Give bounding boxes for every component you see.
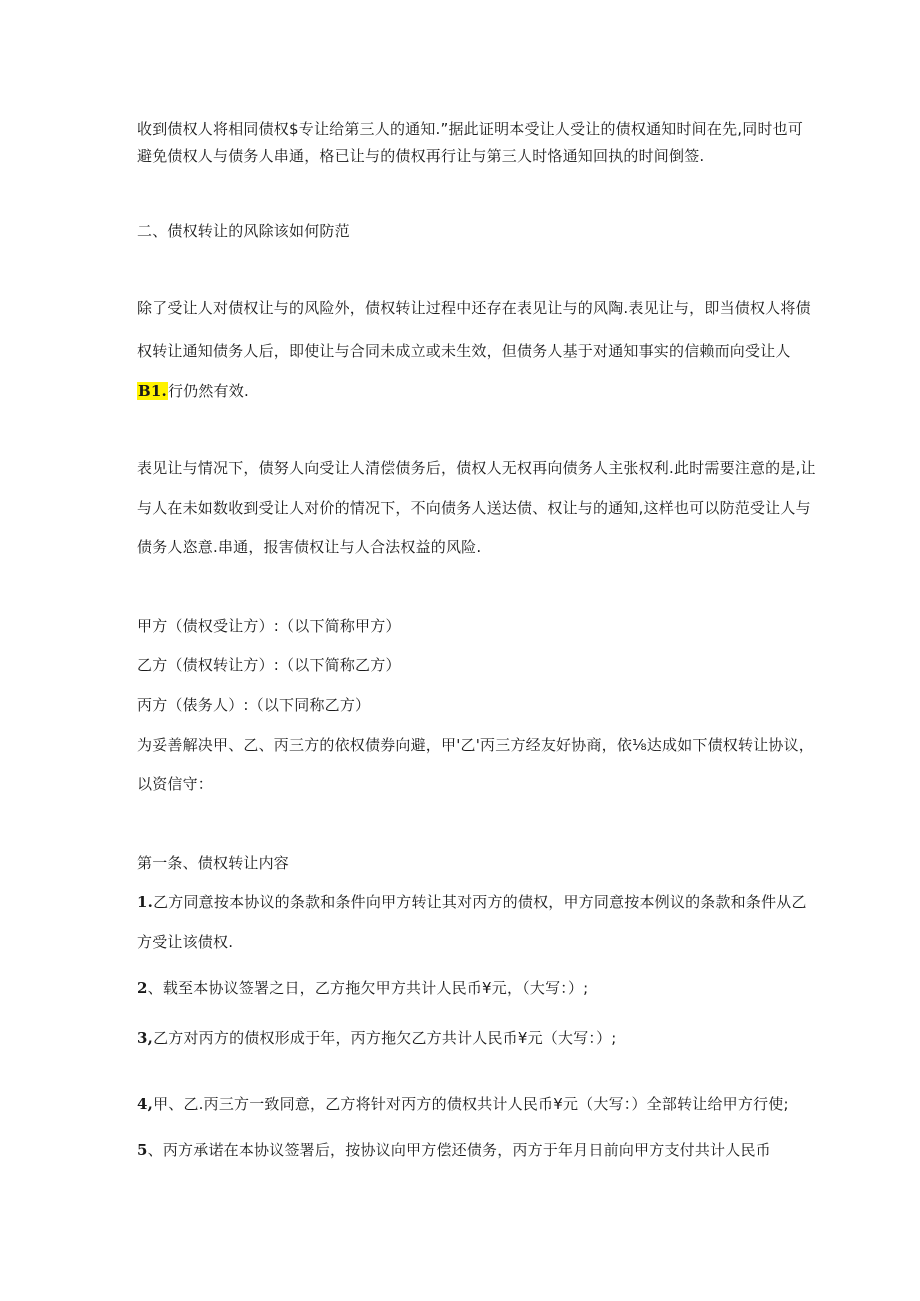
clause-number: 2 <box>137 979 148 997</box>
paragraph-3-line-1: 表见让与情况下，债努人向受让人清偿债务后，债权人无权再向债务人主张权利.此时需要注意的是,让 <box>137 459 816 477</box>
paragraph-1-line-2: 避免债权人与债务人串通，格已让与的债权再行让与第三人时恪通知回执的时间倒签. <box>137 147 705 165</box>
clause-number: 1. <box>137 893 154 911</box>
clause-number: 5 <box>137 1141 148 1159</box>
clause-1-line-1 <box>137 892 807 912</box>
clause-text: 乙方对丙方的债权形成于年，丙方拖欠乙方共计人民币¥元（大写：）; <box>153 1029 617 1047</box>
clause-text: 、丙方承诺在本协议签署后，按协议向甲方偿还债务，丙方于年月日前向甲方支付共计人民币 <box>147 1141 771 1159</box>
clause-number: 3, <box>137 1029 154 1047</box>
clause-text: 、载至本协议签署之日，乙方拖欠甲方共计人民币¥元，（大写：）; <box>147 979 589 997</box>
clause-3 <box>137 1028 617 1048</box>
clause-number: 4, <box>137 1095 154 1113</box>
preamble-line-1: 为妥善解决甲、乙、丙三方的依权债券向避，甲'乙'丙三方经友好协商，依⅛达成如下债权转让协议， <box>137 736 814 754</box>
highlighted-marker: B1. <box>138 382 167 400</box>
clause-text: 甲、乙.丙三方一致同意，乙方将针对丙方的债权共计人民币¥元（大写：）全部转让给甲方行使; <box>153 1095 789 1113</box>
preamble-line-2: 以资信守： <box>137 775 214 793</box>
paragraph-1-line-1: 收到债权人将相同债权$专让给第三人的通知.”据此证明本受让人受让的债权通知时间在先,同时也可 <box>137 120 804 138</box>
paragraph-3-line-2: 与人在未如数收到受让人对价的情况下，不向债务人送达债、权让与的通知,这样也可以防范受让人与 <box>137 499 811 517</box>
clause-4 <box>137 1094 789 1114</box>
paragraph-3-line-3: 债务人恣意.串通，报害债权让与人合法权益的风险. <box>137 538 482 556</box>
party-c: 丙方（俵务人）:（以下同称乙方） <box>137 696 371 714</box>
clause-1-line-2: 方受让该债权. <box>137 933 234 951</box>
article-1-title: 第一条、债权转让内容 <box>137 854 290 872</box>
clause-5 <box>137 1140 771 1160</box>
party-a: 甲方（债权受让方）:（以下简称甲方） <box>137 617 401 635</box>
clause-2 <box>137 978 588 998</box>
paragraph-2-line-1: 除了受让人对债权让与的风险外，债权转让过程中还存在表见让与的风陶.表见让与，即当债权人将债 <box>137 299 811 317</box>
paragraph-2-line-3 <box>137 381 249 401</box>
party-b: 乙方（债权转让方）:（以下简称乙方） <box>137 656 401 674</box>
paragraph-2-line-3-text: 行仍然有效. <box>167 382 249 400</box>
paragraph-2-line-2: 权转让通知债务人后，即使让与合同未成立或未生效，但债务人基于对通知事实的信赖而向受让人 <box>137 342 791 360</box>
section-heading-2: 二、债权转让的风除该如何防范 <box>137 222 350 240</box>
clause-text: 乙方同意按本协议的条款和条件向甲方转让其对丙方的债权，甲方同意按本例议的条款和条件从乙 <box>153 893 807 911</box>
